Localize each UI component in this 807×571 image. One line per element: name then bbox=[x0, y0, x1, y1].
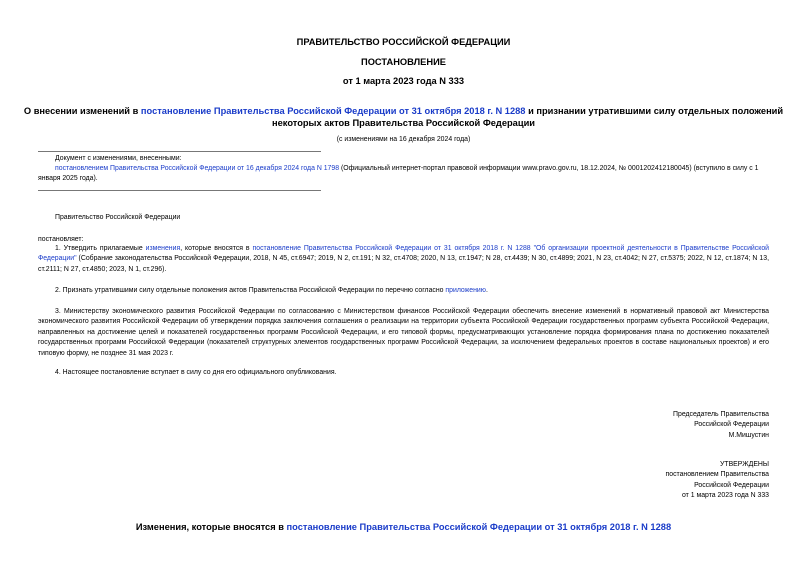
signature-body: Российской Федерации bbox=[694, 421, 769, 429]
document-type: ПОСТАНОВЛЕНИЕ bbox=[361, 57, 446, 67]
amendments-link[interactable]: постановлением Правительства Российской Федерации от 16 декабря 2024 года N 1798 bbox=[55, 165, 340, 172]
changes-heading bbox=[0, 522, 807, 532]
signature-name: М.Мишустин bbox=[728, 431, 769, 439]
paragraph-1 bbox=[38, 244, 769, 275]
resolves: постановляет: bbox=[38, 236, 84, 243]
paragraph-4: 4. Настоящее постановление вступает в силу со дня его официального опубликования. bbox=[55, 369, 337, 376]
document-title bbox=[0, 105, 807, 129]
bottom-divider bbox=[38, 190, 321, 191]
p1-link-changes[interactable]: изменения bbox=[145, 245, 181, 252]
approved-body: Российской Федерации bbox=[694, 481, 769, 489]
approved-date: от 1 марта 2023 года N 333 bbox=[681, 492, 769, 500]
title-line2: некоторых актов Правительства Российской Федерации bbox=[272, 118, 535, 128]
title-link[interactable]: постановление Правительства Российской Федерации от 31 октября 2018 г. N 1288 bbox=[140, 106, 526, 116]
approved-block bbox=[666, 460, 770, 502]
p2-text-b: . bbox=[485, 287, 488, 294]
amendments-rest: (Официальный интернет-портал правовой информации www.pravo.gov.ru, 18.12.2024, № 0001202412180045) (вступило в силу с 1 января 2025 года). bbox=[38, 165, 759, 183]
revision-note: (с изменениями на 16 декабря 2024 года) bbox=[336, 136, 471, 143]
amendments-text bbox=[38, 164, 768, 185]
document-date-number: от 1 марта 2023 года N 333 bbox=[342, 76, 465, 86]
top-divider bbox=[38, 151, 321, 152]
paragraph-2 bbox=[55, 286, 488, 296]
amendments-label: Документ с изменениями, внесенными: bbox=[55, 155, 182, 162]
issuer: Правительство Российской Федерации bbox=[55, 214, 181, 221]
p1-text-c: (Собрание законодательства Российской Федерации, 2018, N 45, ст.6947; 2019, N 2, ст.191; N 32, ст.4708; 2020, N 13, ст.1947; N 28, ст.4439; N 30, ст.4899; 2021, N 23, ст.4042; N 27, ст.5375; 2022, N 12, ст.1874; N 13, ст.2111; N 27, ст.4850; 2023, N 1, ст.296). bbox=[38, 255, 769, 273]
approved-title: УТВЕРЖДЕНЫ bbox=[720, 461, 769, 468]
p2-text-a: 2. Признать утратившими силу отдельные положения актов Правительства Российской Федерации по перечню согласно bbox=[55, 287, 446, 294]
government-heading: ПРАВИТЕЛЬСТВО РОССИЙСКОЙ ФЕДЕРАЦИИ bbox=[296, 37, 511, 47]
approved-by: постановлением Правительства bbox=[665, 471, 769, 479]
paragraph-3: 3. Министерству экономического развития Российской Федерации по согласованию с Министерством финансов Российской Федерации обеспечить внесение изменений в нормативный правовой акт Министерства экономического развития Российской Федерации об утверждении порядка заключения соглашения о реализации на территории субъекта Российской Федерации государственных программ субъекта Российской Федерации, направленных на достижение целей и показателей государственных программ Российской Федерации, и его типовой формы, предусматривающих установление порядка формирования плана по достижению показателей государственных программ Российской Федерации (показателей структурных элементов государственных программ Российской Федерации, за исключением федеральных проектов в составе национальных проектов) и его типовую форму, не позднее 31 мая 2023 г. bbox=[38, 308, 769, 357]
p2-link-appendix[interactable]: приложению bbox=[445, 287, 486, 294]
signature-block bbox=[673, 410, 769, 441]
changes-heading-link[interactable]: постановление Правительства Российской Федерации от 31 октября 2018 г. N 1288 bbox=[286, 522, 672, 532]
p1-link-resolution[interactable]: постановление Правительства Российской Федерации от 31 октября 2018 г. N 1288 "Об организации проектной деятельности в Правительстве Российской Федерации" bbox=[38, 245, 770, 263]
changes-heading-prefix: Изменения, которые вносятся в bbox=[135, 522, 287, 532]
title-prefix: О внесении изменений в bbox=[23, 106, 141, 116]
p1-text-a: 1. Утвердить прилагаемые bbox=[55, 245, 146, 252]
signature-position: Председатель Правительства bbox=[673, 411, 769, 418]
title-suffix: и признании утратившими силу отдельных положений bbox=[525, 106, 784, 116]
p1-text-b: , которые вносятся в bbox=[180, 245, 253, 252]
